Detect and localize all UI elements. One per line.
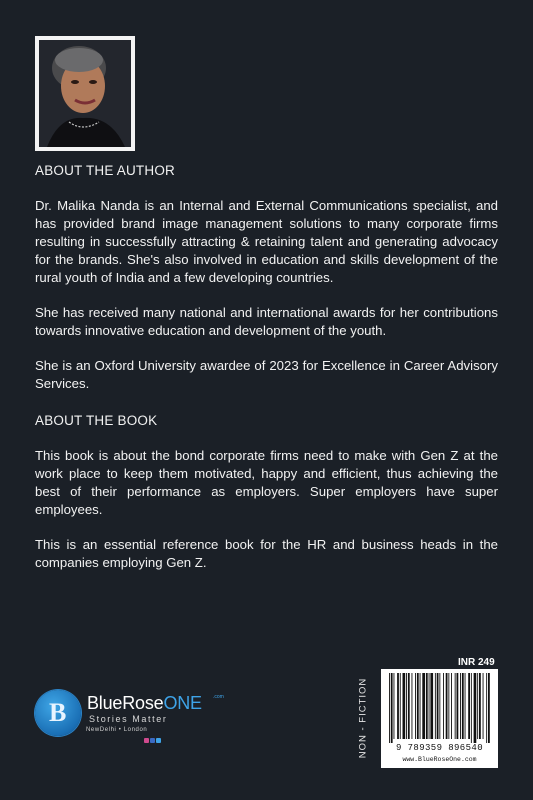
barcode-bar <box>403 673 406 739</box>
publisher-domain-suffix: .com <box>213 694 224 700</box>
barcode-bar <box>446 673 448 739</box>
publisher-logo-letter: B <box>49 698 67 727</box>
publisher-tagline: Stories Matter <box>89 714 168 724</box>
barcode-bars <box>387 673 492 743</box>
barcode-bar <box>406 673 407 739</box>
publisher-social-icons <box>144 738 162 745</box>
barcode-bar <box>455 673 456 739</box>
back-cover-text <box>35 162 498 589</box>
barcode-bar <box>443 673 444 739</box>
barcode-bar <box>397 673 399 739</box>
isbn-barcode <box>381 669 498 768</box>
publisher-logo-block <box>35 687 235 767</box>
barcode-bar <box>435 673 436 739</box>
barcode-bar <box>448 673 449 739</box>
book-description-paragraph: This book is about the bond corporate firms need to make with Gen Z at the work place to keep them motivated, happy and efficient, thus achieving the best of their performance as employers. Super employers have super employees. <box>35 448 498 517</box>
barcode-bar <box>471 673 472 743</box>
barcode-bar <box>422 673 425 739</box>
barcode-bar <box>460 673 461 739</box>
publisher-name-main: BlueRose <box>87 693 164 713</box>
barcode-bar <box>415 673 416 739</box>
barcode-bar <box>429 673 430 739</box>
publisher-name-accent: ONE <box>163 693 202 713</box>
author-photo-frame <box>35 36 135 151</box>
about-book-heading: ABOUT THE BOOK <box>35 413 158 428</box>
author-portrait-illustration <box>39 40 131 147</box>
barcode-bar <box>462 673 464 739</box>
isbn-number: 9 789359 896540 <box>395 743 483 753</box>
barcode-bar <box>439 673 440 739</box>
barcode-bar <box>477 673 478 739</box>
barcode-bar <box>391 673 393 743</box>
publisher-logo-icon <box>35 690 81 736</box>
barcode-bar <box>389 673 390 743</box>
barcode-bar <box>408 673 410 739</box>
about-author-heading: ABOUT THE AUTHOR <box>35 163 175 178</box>
barcode-bar <box>451 673 452 739</box>
barcode-bar <box>468 673 470 739</box>
barcode-bar <box>483 673 484 739</box>
barcode-bar <box>426 673 428 739</box>
book-audience-paragraph: This is an essential reference book for the HR and business heads in the companies employing Gen Z. <box>35 537 498 570</box>
barcode-bar <box>465 673 466 739</box>
barcode-bar <box>417 673 419 739</box>
barcode-bar <box>479 673 481 739</box>
genre-label <box>349 668 377 768</box>
author-bio-paragraph: Dr. Malika Nanda is an Internal and External Communications specialist, and has provided brand image management solutions to many corporate firms resulting in successfully attracting & retaining talent and generating advocacy for the brands. She's also involved in education and skills development of the rural youth of India and a few developing countries. <box>35 198 498 285</box>
facebook-icon <box>150 738 155 743</box>
barcode-bar <box>488 673 490 743</box>
barcode-bar <box>400 673 401 739</box>
instagram-icon <box>144 738 149 743</box>
barcode-bar <box>457 673 459 739</box>
author-awards-paragraph: She has received many national and international awards for her contributions towards innovative education and development of the youth. <box>35 305 498 338</box>
publisher-website: www.BlueRoseOne.com <box>402 756 477 763</box>
publisher-name <box>87 693 202 714</box>
author-oxford-paragraph: She is an Oxford University awardee of 2023 for Excellence in Career Advisory Services. <box>35 358 498 391</box>
price-label: INR 249 <box>458 657 495 668</box>
genre-text: NON - FICTION <box>357 677 369 759</box>
barcode-bar <box>437 673 439 739</box>
barcode-bar <box>412 673 413 739</box>
barcode-bar <box>474 673 477 743</box>
author-photo <box>39 40 131 147</box>
barcode-bar <box>486 673 487 743</box>
barcode-bar <box>394 673 395 739</box>
publisher-cities: NewDelhi • London <box>86 727 148 733</box>
twitter-icon <box>156 738 161 743</box>
barcode-bar <box>430 673 433 739</box>
barcode-bar <box>420 673 421 739</box>
